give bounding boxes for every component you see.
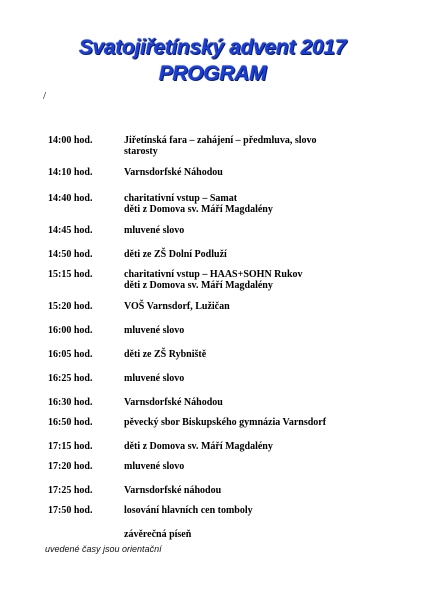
schedule-description-line: mluvené slovo — [124, 461, 185, 472]
schedule-description — [124, 135, 364, 157]
schedule-description — [124, 485, 364, 496]
schedule-time: 15:20 hod. — [48, 301, 93, 312]
schedule-description-line: pěvecký sbor Biskupského gymnázia Varnsdorf — [124, 417, 327, 428]
schedule-description-line: Varnsdorfské náhodou — [124, 485, 222, 496]
schedule-description — [124, 167, 364, 178]
schedule-description-line: Varnsdorfské Náhodou — [124, 397, 223, 408]
schedule-time: 17:20 hod. — [48, 461, 93, 472]
schedule-description-line: mluvené slovo — [124, 373, 185, 384]
stray-mark: / — [43, 90, 47, 102]
schedule-description — [124, 269, 364, 291]
schedule-description-line: děti z Domova sv. Máří Magdalény — [124, 280, 273, 291]
schedule-time: 16:25 hod. — [48, 373, 93, 384]
schedule-time: 14:45 hod. — [48, 225, 93, 236]
schedule-time: 16:30 hod. — [48, 397, 93, 408]
schedule-description — [124, 529, 364, 540]
schedule-description-line: Jiřetínská fara – zahájení – předmluva, slovo — [124, 135, 317, 146]
schedule-description — [124, 505, 364, 516]
schedule-time: 14:40 hod. — [48, 193, 93, 204]
schedule-time: 17:50 hod. — [48, 505, 93, 516]
schedule-time: 15:15 hod. — [48, 269, 93, 280]
page-title: Svatojiřetínský advent 2017 — [78, 36, 347, 59]
schedule-time: 17:25 hod. — [48, 485, 93, 496]
schedule-time: 16:00 hod. — [48, 325, 93, 336]
schedule-description-line: děti ze ZŠ Dolní Podluží — [124, 249, 227, 260]
schedule-description-line: losování hlavních cen tomboly — [124, 505, 253, 516]
schedule-description — [124, 373, 364, 384]
footnote: uvedené časy jsou orientační — [45, 544, 162, 554]
schedule-description — [124, 441, 364, 452]
schedule-description — [124, 249, 364, 260]
schedule-description-line: VOŠ Varnsdorf, Lužičan — [124, 301, 230, 312]
page-subtitle: PROGRAM — [158, 62, 267, 85]
schedule-time: 16:05 hod. — [48, 349, 93, 360]
schedule-description-line: děti z Domova sv. Máří Magdalény — [124, 204, 273, 215]
schedule-time: 14:00 hod. — [48, 135, 93, 146]
schedule-description-line: děti ze ZŠ Rybniště — [124, 349, 207, 360]
schedule-description-line: mluvené slovo — [124, 225, 185, 236]
schedule-description — [124, 397, 364, 408]
schedule-time: 14:50 hod. — [48, 249, 93, 260]
schedule-description — [124, 349, 364, 360]
schedule-description-line: Varnsdorfské Náhodou — [124, 167, 223, 178]
schedule-description — [124, 461, 364, 472]
schedule-time: 17:15 hod. — [48, 441, 93, 452]
schedule-time: 14:10 hod. — [48, 167, 93, 178]
schedule-description — [124, 225, 364, 236]
schedule-description-line: charitativní vstup – HAAS+SOHN Rukov — [124, 269, 303, 280]
schedule-description-line: starosty — [124, 146, 158, 157]
schedule-time: 16:50 hod. — [48, 417, 93, 428]
schedule-description-line: mluvené slovo — [124, 325, 185, 336]
schedule-description-line: závěrečná píseň — [124, 529, 192, 540]
schedule-description-line: děti z Domova sv. Máří Magdalény — [124, 441, 273, 452]
schedule-description — [124, 325, 364, 336]
schedule-description — [124, 417, 364, 428]
schedule-description — [124, 301, 364, 312]
schedule-description-line: charitativní vstup – Samat — [124, 193, 238, 204]
schedule-description — [124, 193, 364, 215]
